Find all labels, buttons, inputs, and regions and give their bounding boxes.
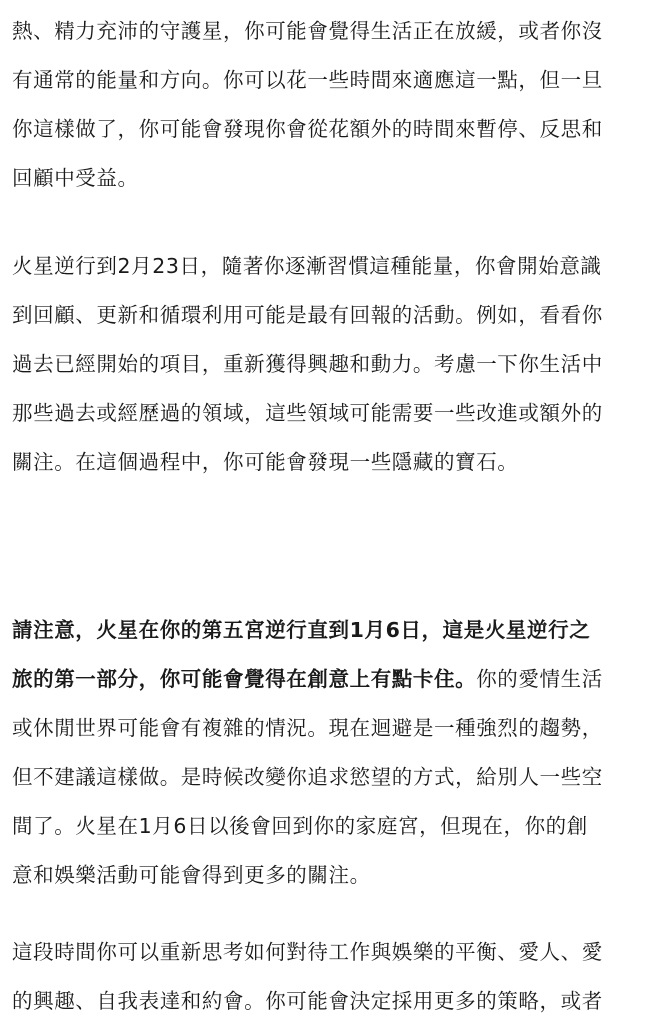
text-line: 這段時間你可以重新思考如何對待工作與娛樂的平衡、愛人、愛	[12, 940, 603, 964]
text-line: 到回顧、更新和循環利用可能是最有回報的活動。例如，看看你	[12, 303, 603, 327]
paragraph-4	[12, 928, 667, 1026]
text-line: 或休閒世界可能會有複雜的情況。現在迴避是一種強烈的趨勢，	[12, 716, 603, 740]
text-line: 你這樣做了，你可能會發現你會從花額外的時間來暫停、反思和	[12, 117, 603, 141]
paragraph-2	[12, 242, 667, 487]
paragraph-1	[12, 7, 667, 203]
text-line: 回顧中受益。	[12, 166, 139, 190]
bold-text: 旅的第一部分，你可能會覺得在創意上有點卡住。	[12, 667, 477, 691]
text-line: 間了。火星在1月6日以後會回到你的家庭宮，但現在，你的創	[12, 814, 588, 838]
bold-text: 請注意，火星在你的第五宮逆行直到1月6日，這是火星逆行之	[12, 618, 591, 642]
text-line: 關注。在這個過程中，你可能會發現一些隱藏的寶石。	[12, 450, 519, 474]
text-line: 的興趣、自我表達和約會。你可能會決定採用更多的策略，或者	[12, 989, 603, 1013]
text-line	[12, 655, 667, 704]
text-line: 火星逆行到2月23日，隨著你逐漸習慣這種能量，你會開始意識	[12, 254, 602, 278]
text-line: 但不建議這樣做。是時候改變你追求慾望的方式，給別人一些空	[12, 765, 603, 789]
paragraph-3	[12, 606, 667, 900]
text-line: 熱、精力充沛的守護星，你可能會覺得生活正在放緩，或者你沒	[12, 19, 603, 43]
text-line: 有通常的能量和方向。你可以花一些時間來適應這一點，但一旦	[12, 68, 603, 92]
text-line: 那些過去或經歷過的領域，這些領域可能需要一些改進或額外的	[12, 401, 603, 425]
text-line: 意和娛樂活動可能會得到更多的關注。	[12, 863, 371, 887]
text-line	[12, 606, 667, 655]
plain-text: 你的愛情生活	[476, 667, 603, 691]
text-line: 過去已經開始的項目，重新獲得興趣和動力。考慮一下你生活中	[12, 352, 603, 376]
